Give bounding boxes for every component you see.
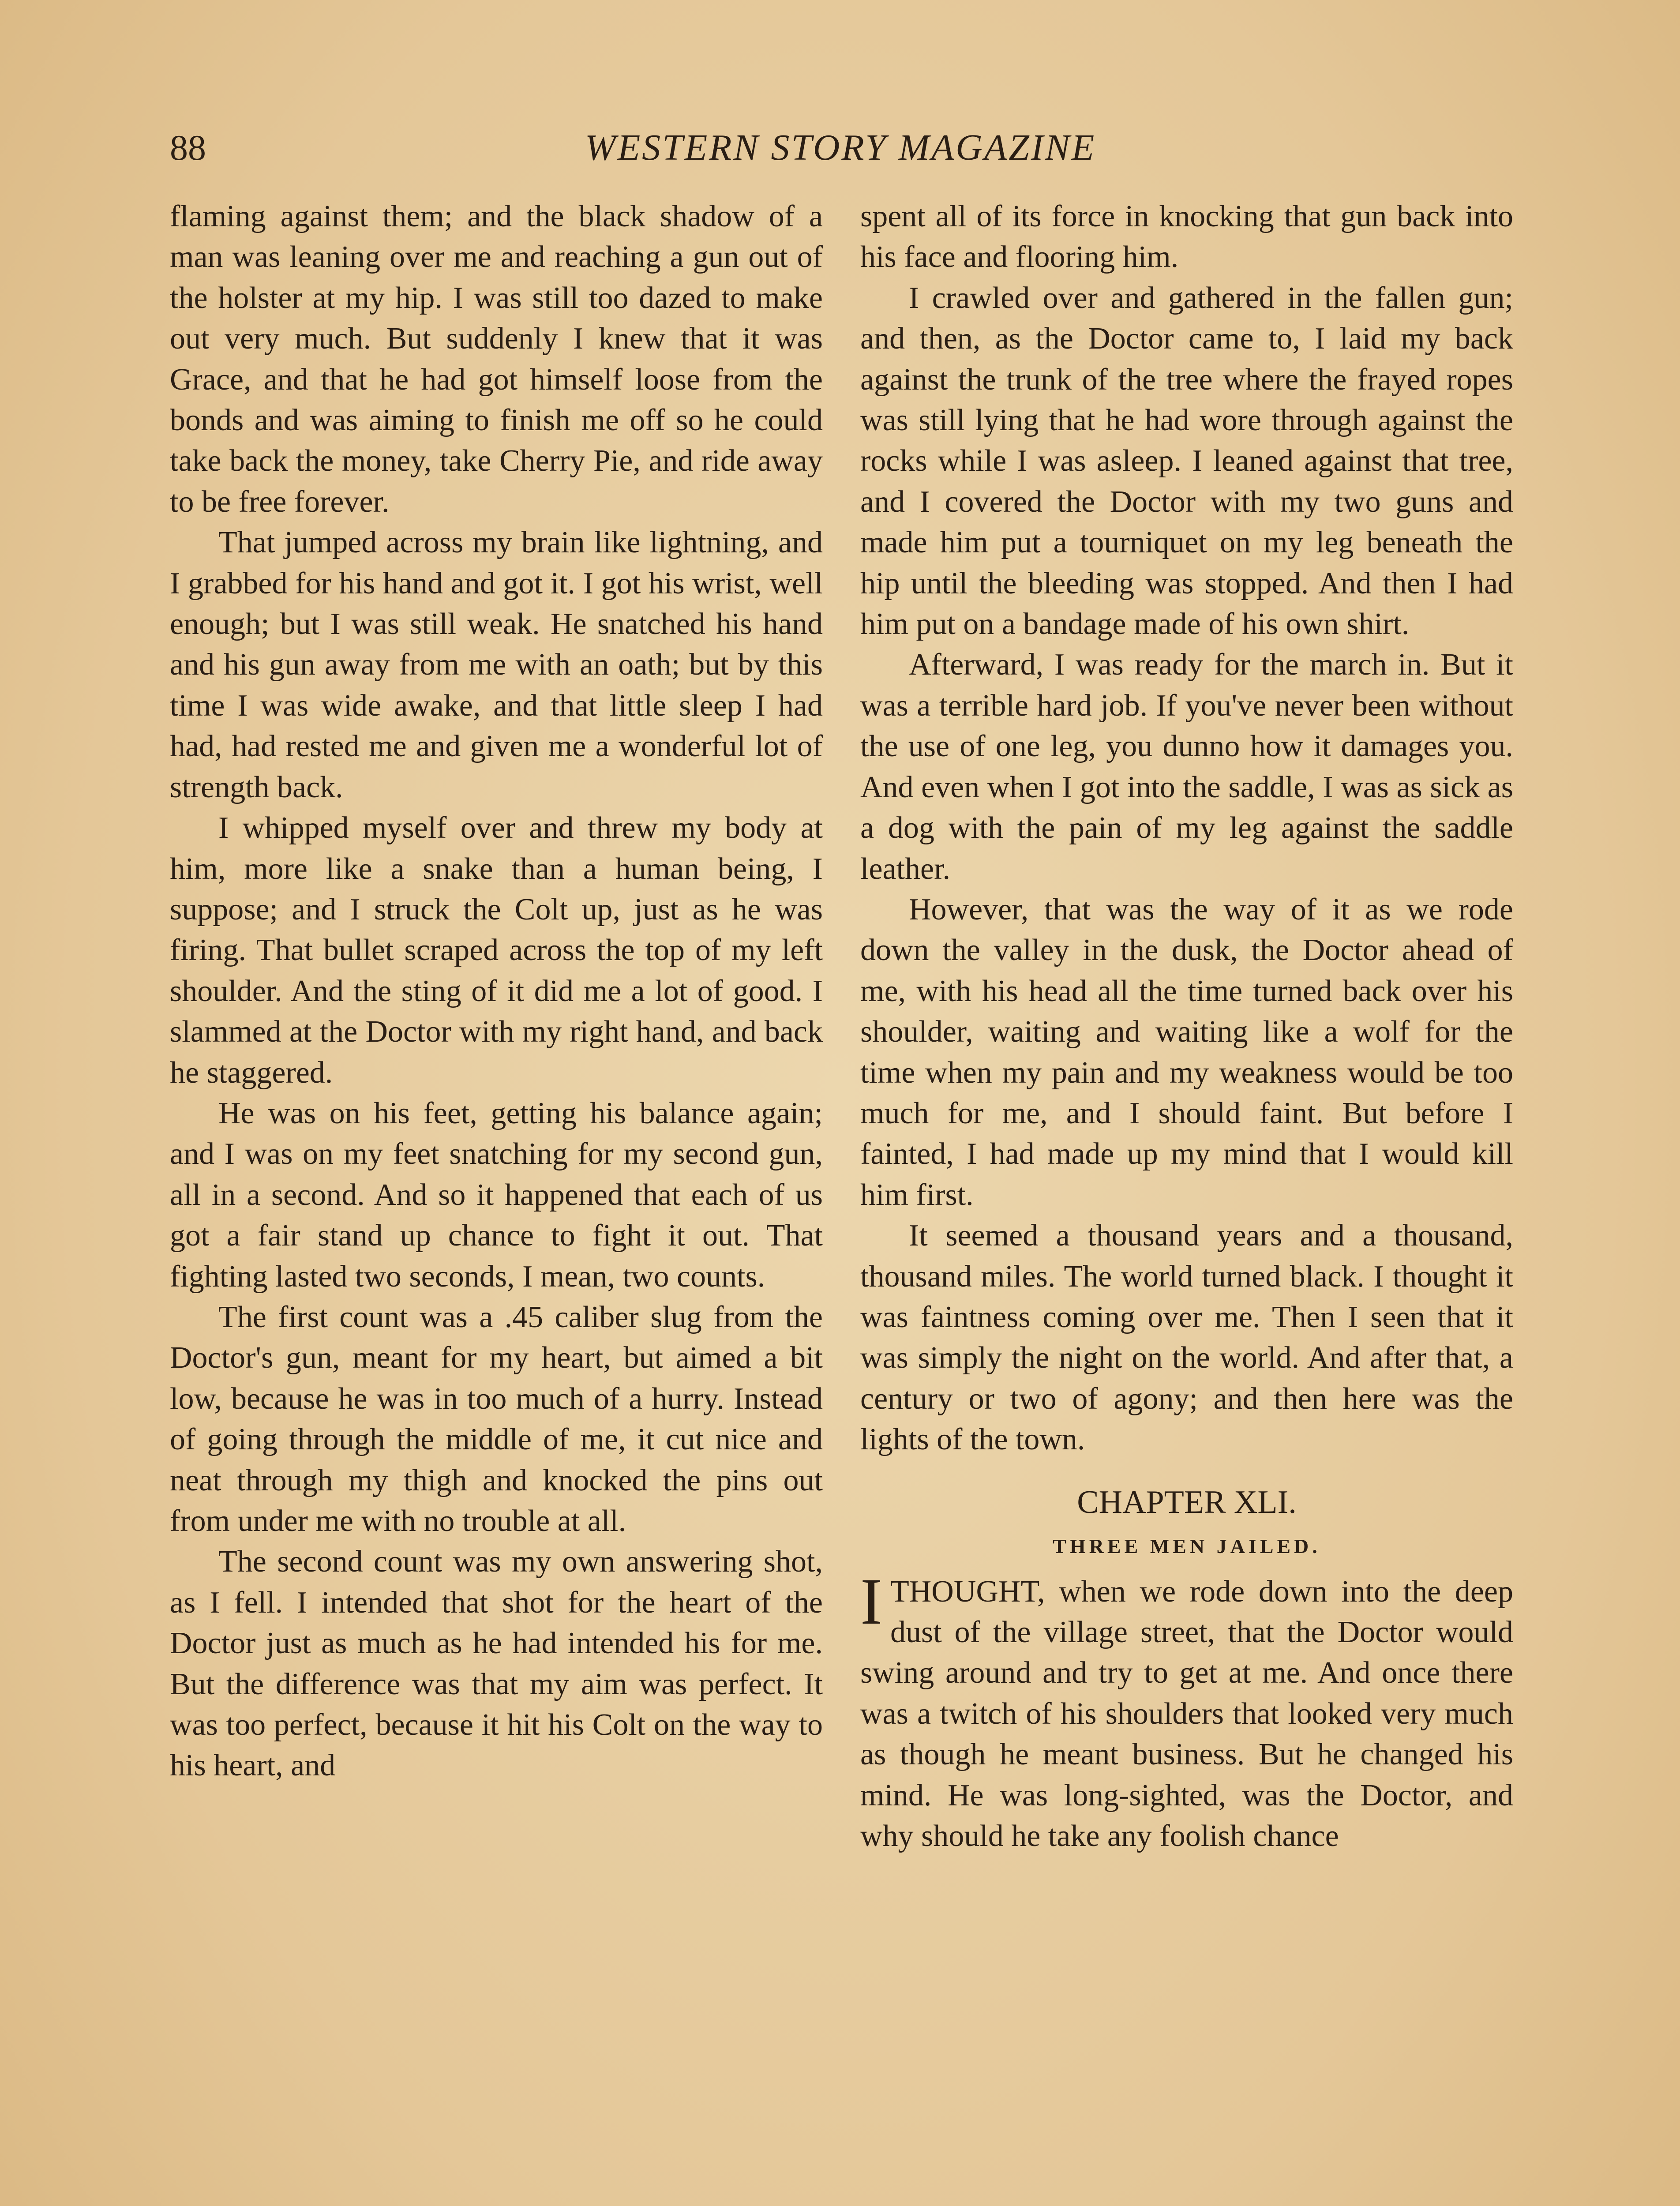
paragraph: The second count was my own answering shot, as I fell. I intended that shot for the heart of the Doctor just as much as he had intended his for me. But the difference was that my aim was perfect. It was too perfect, because it hit his Colt on the way to his heart, and bbox=[170, 1545, 823, 1783]
paragraph: spent all of its force in knocking that gun back into his face and flooring him. bbox=[860, 199, 1513, 274]
paragraph: I crawled over and gathered in the fallen gun; and then, as the Doctor came to, I laid my back against the trunk of the tree where the frayed ropes was still lying that he had wore through against the rocks while I was asleep. I leaned against that tree, and I covered the Doctor with my two guns and made him put a tourniquet on my leg beneath the hip until the bleeding was stopped. And then I had him put on a bandage made of his own shirt. bbox=[860, 281, 1513, 642]
chapter-heading: CHAPTER XLI. bbox=[1077, 1484, 1297, 1520]
paragraph: However, that was the way of it as we rode down the valley in the dusk, the Doctor ahead of me, with his head all the time turned back over his shoulder, waiting and waiting like a wolf for the time when my pain and my weakness would be too much for me, and I should faint. But before I fainted, I had made up my mind that I would kill him first. bbox=[860, 892, 1513, 1212]
chapter-first-paragraph-text: THOUGHT, when we rode down into the deep dust of the village street, that the Doctor would swing around and try to get at me. And once there was a twitch of his shoulders that looked very much as though he meant business. But he changed his mind. He was long-sighted, was the Doctor, and why should he take any foolish chance bbox=[860, 1574, 1513, 1853]
paragraph: That jumped across my brain like lightning, and I grabbed for his hand and got it. I got his wrist, well enough; but I was still weak. He snatched his hand and his gun away from me with an oath; but by this time I was wide awake, and that little sleep I had had, had rested me and given me a wonderful lot of strength back. bbox=[170, 525, 823, 804]
magazine-title: WESTERN STORY MAGAZINE bbox=[585, 127, 1096, 168]
page-number: 88 bbox=[170, 128, 206, 168]
right-column bbox=[860, 196, 1513, 1857]
paragraph: It seemed a thousand years and a thousand, thousand miles. The world turned black. I thought it was faintness coming over me. Then I seen that it was simply the night on the world. And after that, a century or two of agony; and then here was the lights of the town. bbox=[860, 1219, 1513, 1457]
paragraph: I whipped myself over and threw my body at him, more like a snake than a human being, I suppose; and I struck the Colt up, just as he was firing. That bullet scraped across the top of my left shoulder. And the sting of it did me a lot of good. I slammed at the Doctor with my right hand, and back he staggered. bbox=[170, 811, 823, 1090]
chapter-first-paragraph bbox=[860, 1564, 1513, 1857]
left-column bbox=[170, 196, 823, 1786]
paragraph: He was on his feet, getting his balance again; and I was on my feet snatching for my second gun, all in a second. And so it happened that each of us got a fair stand up chance to fight it out. That fighting lasted two seconds, I mean, two counts. bbox=[170, 1096, 823, 1294]
paragraph: flaming against them; and the black shadow of a man was leaning over me and reaching a gun out of the holster at my hip. I was still too dazed to make out very much. But suddenly I knew that it was Grace, and that he had got himself loose from the bonds and was aiming to finish me off so he could take back the money, take Cherry Pie, and ride away to be free forever. bbox=[170, 199, 823, 519]
page-header bbox=[170, 121, 1511, 174]
paragraph: The first count was a .45 caliber slug from the Doctor's gun, meant for my heart, but aimed a bit low, because he was in too much of a hurry. Instead of going through the middle of me, it cut nice and neat through my thigh and knocked the pins out from under me with no trouble at all. bbox=[170, 1300, 823, 1538]
drop-cap: I bbox=[860, 1564, 882, 1638]
chapter-subtitle: THREE MEN JAILED. bbox=[1053, 1534, 1321, 1557]
paragraph: Afterward, I was ready for the march in. But it was a terrible hard job. If you've never been without the use of one leg, you dunno how it damages you. And even when I got into the saddle, I was as sick as a dog with the pain of my leg against the saddle leather. bbox=[860, 648, 1513, 886]
